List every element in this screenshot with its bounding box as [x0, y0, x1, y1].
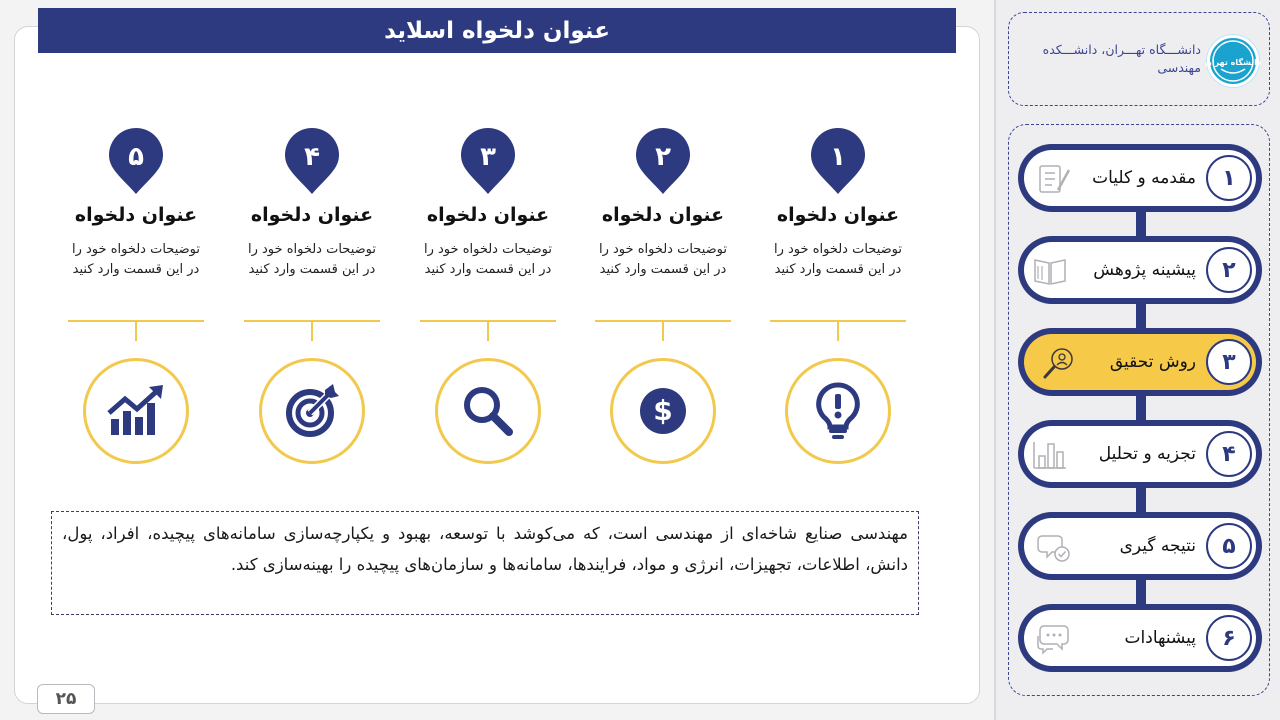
nav-item-label: نتیجه گیری [1119, 536, 1196, 556]
nav-item-suggestions[interactable] [1018, 604, 1262, 672]
step-number: ۵ [128, 142, 144, 172]
connector-line [662, 321, 664, 341]
step-title: عنوان دلخواه [74, 204, 198, 226]
university-logo [1207, 35, 1259, 87]
nav-item-label: تجزیه و تحلیل [1098, 444, 1196, 464]
lightbulb-exclamation-icon [815, 382, 861, 440]
nav-item-number: ۲ [1206, 247, 1252, 293]
icon-ring [83, 358, 189, 464]
icon-ring [610, 358, 716, 464]
step-5 [61, 128, 211, 473]
step-description: توضیحات دلخواه خود را در این قسمت وارد کنید [248, 242, 376, 277]
magnifier-icon [461, 384, 515, 438]
connector-line [311, 321, 313, 341]
step-title: عنوان دلخواه [426, 204, 550, 226]
university-header [1008, 12, 1270, 106]
sidebar [994, 0, 1280, 720]
university-seal-icon [1205, 39, 1261, 83]
nav-item-number: ۳ [1206, 339, 1252, 385]
slide-title: عنوان دلخواه اسلاید [38, 8, 956, 53]
connector-line [837, 321, 839, 341]
connector-line [135, 321, 137, 341]
step-1 [763, 128, 913, 473]
brain-check-icon [1036, 530, 1072, 564]
step-number: ۴ [304, 142, 320, 172]
nav-item-label: پیشنهادات [1124, 628, 1196, 648]
nav-item-research-method[interactable] [1018, 328, 1262, 396]
nav-item-analysis[interactable] [1018, 420, 1262, 488]
step-title: عنوان دلخواه [601, 204, 725, 226]
nav-item-number: ۱ [1206, 155, 1252, 201]
description-text-box: مهندسی صنایع شاخه‌ای از مهندسی است، که می‌کوشد با توسعه، بهبود و یکپارچه‌سازی سامانه‌های پیچیده، افراد، پول، دانش، اطلاعات، تجهیزات، انرژی و مواد، فرایندها، سامانه‌ها و سازمان‌های پیچیده را بهینه‌سازی کند. [51, 511, 919, 615]
nav-item-number: ۵ [1206, 523, 1252, 569]
nav-item-literature-review[interactable] [1018, 236, 1262, 304]
logo-text: دانشگاه تهران [1205, 58, 1261, 67]
nav-item-label: روش تحقیق [1109, 352, 1196, 372]
target-arrow-icon [285, 384, 339, 438]
icon-ring [259, 358, 365, 464]
chat-bubbles-icon [1034, 622, 1070, 656]
checklist-icon [1036, 162, 1072, 196]
nav-item-number: ۴ [1206, 431, 1252, 477]
step-number: ۲ [655, 142, 671, 172]
nav-item-introduction[interactable] [1018, 144, 1262, 212]
step-title: عنوان دلخواه [776, 204, 900, 226]
step-3 [413, 128, 563, 473]
svg-text:$: $ [653, 394, 673, 427]
step-title: عنوان دلخواه [250, 204, 374, 226]
magnifier-person-icon [1042, 346, 1078, 380]
nav-item-number: ۶ [1206, 615, 1252, 661]
icon-ring [785, 358, 891, 464]
step-number: ۱ [830, 142, 846, 172]
step-description: توضیحات دلخواه خود را در این قسمت وارد کنید [72, 242, 200, 277]
nav-item-label: مقدمه و کلیات [1092, 168, 1196, 188]
nav-item-label: پیشینه پژوهش [1093, 260, 1196, 280]
step-description: توضیحات دلخواه خود را در این قسمت وارد کنید [424, 242, 552, 277]
growth-chart-icon [107, 385, 165, 437]
nav-item-conclusion[interactable] [1018, 512, 1262, 580]
university-name: دانشـــگاه تهـــران، دانشـــکده مهندسی [1042, 42, 1201, 75]
step-2 [588, 128, 738, 473]
step-4 [237, 128, 387, 473]
connector-line [487, 321, 489, 341]
dollar-coin-icon [638, 386, 688, 436]
icon-ring [435, 358, 541, 464]
bar-chart-icon [1032, 438, 1068, 472]
step-number: ۳ [480, 142, 496, 172]
step-description: توضیحات دلخواه خود را در این قسمت وارد کنید [774, 242, 902, 277]
step-description: توضیحات دلخواه خود را در این قسمت وارد کنید [599, 242, 727, 277]
page-number: ۲۵ [37, 684, 95, 714]
open-book-icon [1032, 254, 1068, 288]
